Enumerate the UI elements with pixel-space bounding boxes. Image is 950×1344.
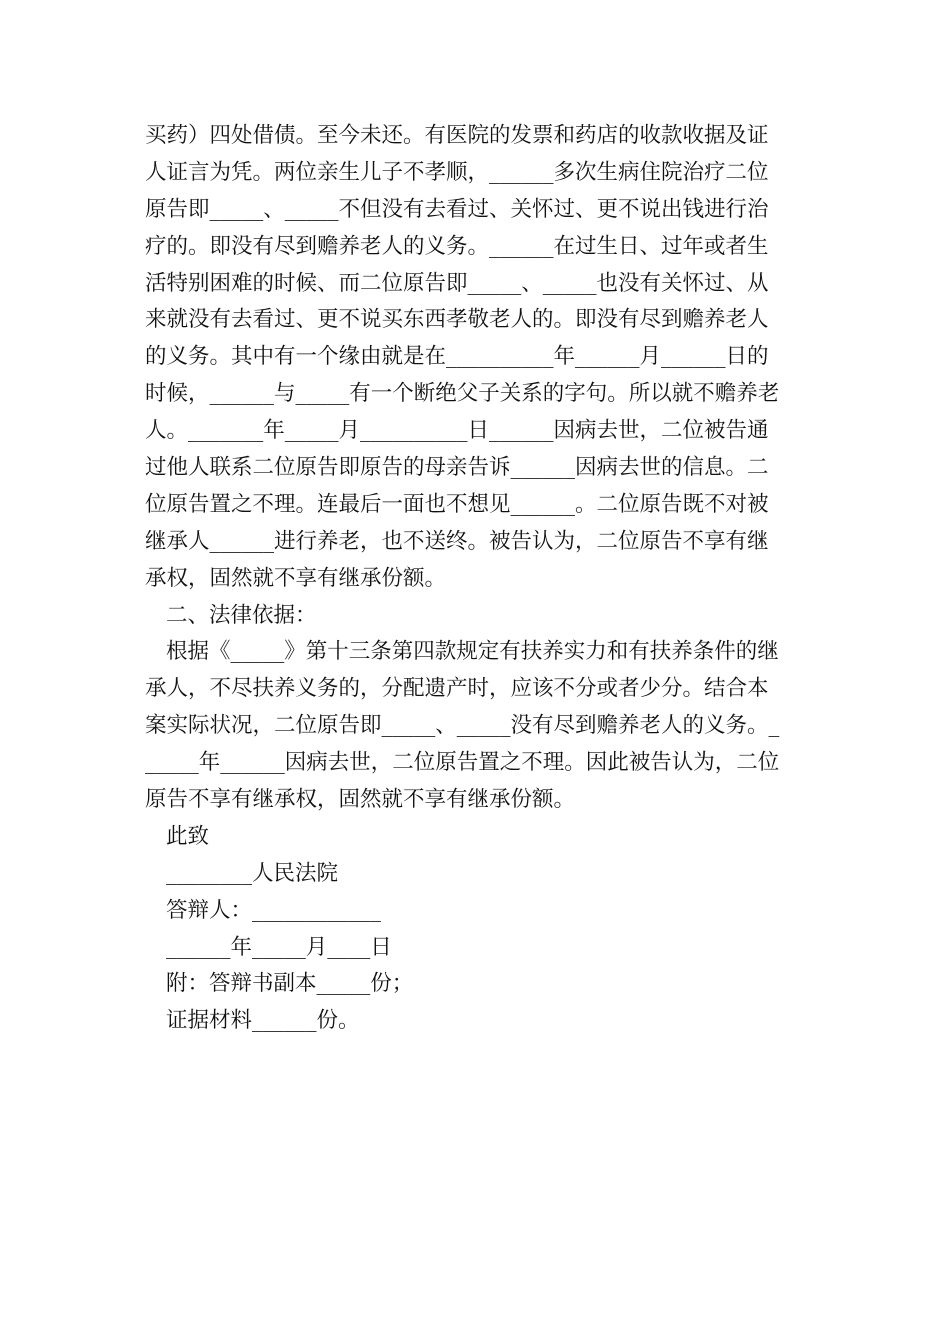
attachment-copies-line: 附：答辩书副本_____份；	[166, 971, 414, 997]
body-line: 承权，固然就不享有继承份额。	[145, 565, 447, 591]
respondent-line: 答辩人：____________	[166, 897, 382, 923]
body-line: 原告即_____、_____不但没有去看过、关怀过、更不说出钱进行治	[145, 196, 769, 222]
section-heading-legal-basis: 二、法律依据：	[166, 602, 317, 628]
body-line: 的义务。其中有一个缘由就是在__________年______月______日的	[145, 344, 769, 370]
body-line: _____年______因病去世，二位原告置之不理。因此被告认为，二位	[145, 750, 780, 776]
body-line: 活特别困难的时候、而二位原告即_____、_____也没有关怀过、从	[145, 270, 769, 296]
body-line: 买药）四处借债。至今未还。有医院的发票和药店的收款收据及证	[145, 123, 769, 148]
body-line: 继承人______进行养老，也不送终。被告认为，二位原告不享有继	[145, 528, 769, 554]
body-line: 人证言为凭。两位亲生儿子不孝顺，______多次生病住院治疗二位	[145, 159, 769, 185]
body-line: 原告不享有继承权，固然就不享有继承份额。	[145, 787, 576, 813]
body-line: 时候，______与_____有一个断绝父子关系的字句。所以就不赡养老	[145, 381, 780, 407]
body-line: 来就没有去看过、更不说买东西孝敬老人的。即没有尽到赡养老人	[145, 307, 769, 333]
document-body	[145, 118, 810, 1040]
evidence-materials-line: 证据材料______份。	[166, 1008, 360, 1034]
body-line: 承人，不尽扶养义务的，分配遗产时，应该不分或者少分。结合本	[145, 676, 769, 702]
closing-salutation: 此致	[166, 823, 210, 849]
body-line: 人。_______年_____月__________日______因病去世，二位被告通	[145, 418, 769, 444]
date-line: ______年_____月____日	[166, 934, 392, 960]
body-line: 疗的。即没有尽到赡养老人的义务。______在过生日、过年或者生	[145, 233, 769, 259]
body-line: 过他人联系二位原告即原告的母亲告诉______因病去世的信息。二	[145, 455, 769, 481]
body-line: 位原告置之不理。连最后一面也不想见______。二位原告既不对被	[145, 491, 769, 517]
body-line: 根据《_____》第十三条第四款规定有扶养实力和有扶养条件的继	[166, 639, 779, 665]
body-line: 案实际状况，二位原告即_____、_____没有尽到赡养老人的义务。_	[145, 713, 780, 739]
court-name-line: ________人民法院	[166, 860, 339, 886]
